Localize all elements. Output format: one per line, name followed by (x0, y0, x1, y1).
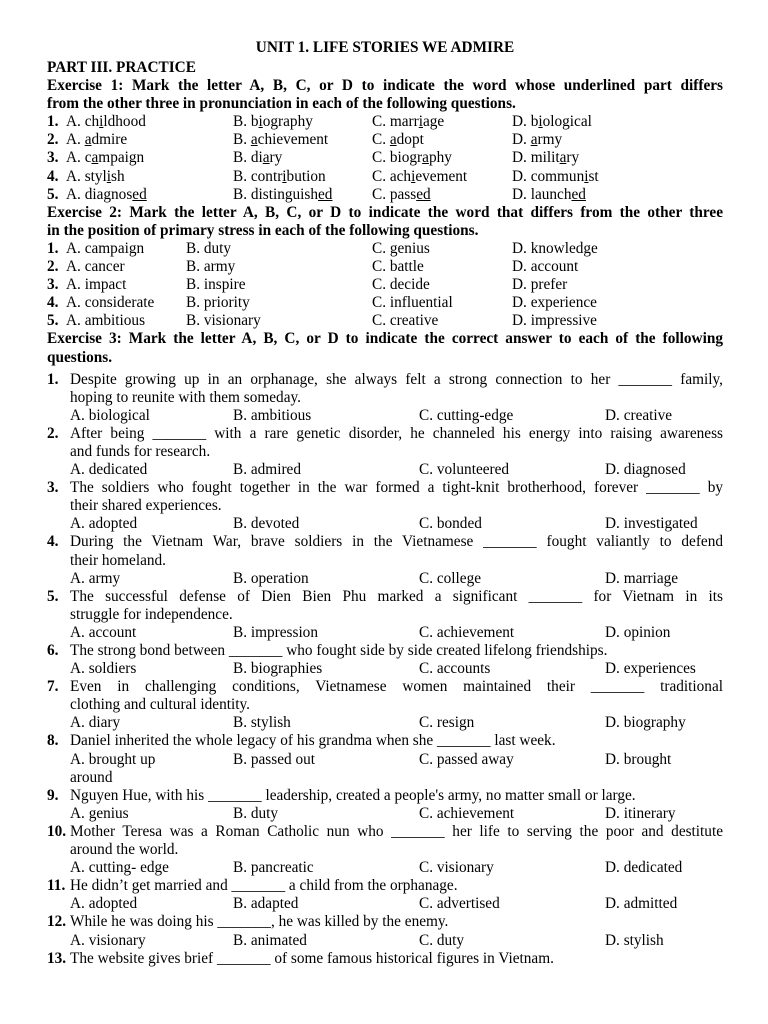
option-a: A. biological (70, 406, 150, 424)
question-row (47, 240, 723, 258)
question-text: clothing and cultural identity. (70, 696, 250, 714)
underlined-part: a (262, 149, 270, 167)
question-number: 11. (47, 877, 66, 895)
question-line (47, 606, 723, 624)
option-b: B. army (186, 258, 236, 276)
question-line (47, 552, 723, 570)
question-line (47, 425, 723, 443)
option-c: C. influential (372, 294, 453, 312)
option-d: D. knowledge (512, 239, 598, 257)
underlined-part: i (418, 113, 423, 131)
option-d: D. dedicated (605, 859, 683, 877)
option-d-wrap: around (70, 768, 113, 786)
option-b: B. priority (186, 294, 250, 312)
underlined-part: ed (132, 185, 147, 203)
option-c: C. genius (372, 239, 430, 257)
question-row (47, 258, 723, 276)
question-number: 10. (47, 822, 67, 840)
question-row (47, 168, 723, 186)
question-text: After being _______ with a rare genetic disorder, he channeled his energy into raising awareness (70, 424, 723, 442)
question-item (47, 950, 723, 968)
question-text: Nguyen Hue, with his _______ leadership, created a people's army, no matter small or large. (70, 786, 636, 804)
question-line (47, 642, 723, 660)
question-item (47, 732, 723, 786)
question-text: Daniel inherited the whole legacy of his grandma when she _______ last week. (70, 732, 556, 750)
question-line (47, 479, 723, 497)
answer-options (47, 895, 723, 913)
option-b: B. duty (233, 804, 279, 822)
question-number: 3. (47, 276, 59, 294)
option-d: D. diagnosed (605, 461, 686, 479)
exercise3-instruction-line1: Exercise 3: Mark the letter A, B, C, or D to indicate the correct answer to each of the following (47, 330, 723, 348)
option-c: C. achievement (372, 167, 468, 185)
question-row (47, 149, 723, 167)
underlined-part: ed (571, 185, 586, 203)
question-text: While he was doing his _______, he was killed by the enemy. (70, 913, 449, 931)
question-text: He didn’t get married and _______ a child from the orphanage. (70, 877, 458, 895)
exercise2-instruction-line1: Exercise 2: Mark the letter A, B, C, or D to indicate the word that differs from the other three (47, 203, 723, 221)
option-d: D. investigated (605, 515, 698, 533)
question-text: Mother Teresa was a Roman Catholic nun who _______ her life to serving the poor and destitute (70, 822, 723, 840)
option-a: A. diary (70, 714, 121, 732)
underlined-part: i (584, 167, 589, 185)
option-a: A. childhood (66, 113, 146, 131)
question-number: 1. (47, 239, 59, 257)
underlined-part: a (530, 131, 538, 149)
option-a: A. account (70, 623, 137, 641)
question-line (47, 823, 723, 841)
question-line (47, 787, 723, 805)
option-d: D. marriage (605, 569, 679, 587)
option-d: D. biological (512, 113, 592, 131)
question-item (47, 642, 723, 678)
question-number: 2. (47, 131, 59, 149)
question-line (47, 678, 723, 696)
option-b: B. admired (233, 461, 301, 479)
answer-options (47, 570, 723, 588)
part-heading: PART III. PRACTICE (47, 59, 196, 76)
question-text: their homeland. (70, 551, 167, 569)
option-b: B. inspire (186, 276, 246, 294)
option-c: C. biography (372, 149, 452, 167)
question-text: struggle for independence. (70, 605, 233, 623)
question-number: 2. (47, 258, 59, 276)
option-b: B. biography (233, 113, 313, 131)
question-line (47, 533, 723, 551)
underlined-part: a (559, 149, 567, 167)
question-number: 5. (47, 587, 59, 605)
underlined-part: i (411, 167, 416, 185)
answer-options (47, 515, 723, 533)
exercise3-instruction-line2: questions. (47, 348, 113, 366)
question-item (47, 823, 723, 877)
question-row (47, 113, 723, 131)
underlined-part: i (258, 113, 263, 131)
question-line (47, 371, 723, 389)
question-text: During the Vietnam War, brave soldiers in the Vietnamese _______ fought valiantly to defend (70, 533, 723, 551)
option-c: C. marriage (372, 113, 445, 131)
option-b: B. duty (186, 239, 232, 257)
option-d: D. admitted (605, 895, 678, 913)
option-a: A. impact (66, 276, 127, 294)
option-c: C. passed (372, 185, 431, 203)
exercise1-instruction-line2: from the other three in pronunciation in each of the following questions. (47, 95, 516, 113)
question-number: 1. (47, 113, 59, 131)
option-b: B. achievement (233, 131, 329, 149)
question-number: 2. (47, 424, 59, 442)
option-a: A. army (70, 569, 121, 587)
option-c: C. passed away (419, 750, 514, 768)
option-a: A. stylish (66, 167, 125, 185)
option-a: A. genius (70, 804, 129, 822)
question-number: 12. (47, 913, 67, 931)
question-text: Even in challenging conditions, Vietnamese women maintained their _______ traditional (70, 678, 723, 696)
option-d: D. experience (512, 294, 597, 312)
option-c: C. volunteered (419, 461, 510, 479)
exercise1-instruction-line1: Exercise 1: Mark the letter A, B, C, or D to indicate the word whose underlined part differs (47, 77, 723, 95)
question-text: and funds for research. (70, 442, 211, 460)
exercise2-list (47, 240, 723, 330)
option-b: B. visionary (186, 312, 261, 330)
option-d: D. creative (605, 406, 673, 424)
answer-options (47, 859, 723, 877)
answer-options (47, 660, 723, 678)
option-a: A. soldiers (70, 660, 137, 678)
answer-options (47, 407, 723, 425)
worksheet-page (47, 36, 723, 968)
question-number: 4. (47, 167, 59, 185)
question-row (47, 186, 723, 204)
option-d: D. prefer (512, 276, 568, 294)
question-item (47, 787, 723, 823)
option-d: D. impressive (512, 312, 597, 330)
option-a: A. adopted (70, 515, 138, 533)
answer-options (47, 932, 723, 950)
option-d: D. opinion (605, 623, 671, 641)
underlined-part: a (250, 131, 258, 149)
answer-options (47, 714, 723, 732)
underlined-part: a (389, 131, 397, 149)
underlined-part: i (538, 113, 543, 131)
option-c: C. accounts (419, 660, 491, 678)
option-b: B. distinguished (233, 185, 333, 203)
question-row (47, 131, 723, 149)
option-b: B. impression (233, 623, 318, 641)
page-title: UNIT 1. LIFE STORIES WE ADMIRE (255, 39, 515, 56)
underlined-part: i (106, 167, 112, 185)
question-text: The successful defense of Dien Bien Phu marked a significant _______ for Vietnam in its (70, 587, 723, 605)
option-b: B. pancreatic (233, 859, 314, 877)
question-number: 8. (47, 732, 59, 750)
question-text: around the world. (70, 841, 179, 859)
option-b: B. biographies (233, 660, 323, 678)
underlined-part: i (99, 113, 104, 131)
option-d-continued (47, 769, 723, 787)
option-b: B. diary (233, 149, 283, 167)
option-d: D. launched (512, 185, 586, 203)
option-c: C. visionary (419, 859, 494, 877)
question-item (47, 877, 723, 913)
question-number: 5. (47, 185, 59, 203)
option-c: C. achievement (419, 623, 515, 641)
underlined-part: a (84, 131, 92, 149)
option-d: D. brought (605, 750, 672, 768)
option-d: D. biography (605, 714, 686, 732)
option-c: C. achievement (419, 804, 515, 822)
option-b: B. animated (233, 931, 307, 949)
answer-options (47, 805, 723, 823)
option-c: C. bonded (419, 515, 482, 533)
underlined-part: ed (416, 185, 431, 203)
question-row (47, 276, 723, 294)
option-c: C. battle (372, 258, 424, 276)
question-number: 3. (47, 479, 59, 497)
option-c: C. cutting-edge (419, 406, 514, 424)
option-d: D. stylish (605, 931, 664, 949)
question-line (47, 588, 723, 606)
question-item (47, 533, 723, 587)
question-item (47, 425, 723, 479)
exercise1-list (47, 113, 723, 203)
question-number: 1. (47, 370, 59, 388)
question-line (47, 913, 723, 931)
option-a: A. adopted (70, 895, 138, 913)
option-c: C. duty (419, 931, 465, 949)
option-d: D. experiences (605, 660, 696, 678)
question-number: 5. (47, 312, 59, 330)
question-number: 13. (47, 949, 67, 967)
question-text: hoping to reunite with them someday. (70, 388, 301, 406)
option-a: A. campaign (66, 239, 145, 257)
exercise2-instruction-line2: in the position of primary stress in each of the following questions. (47, 221, 479, 239)
option-b: B. devoted (233, 515, 300, 533)
option-a: A. considerate (66, 294, 155, 312)
question-item (47, 913, 723, 949)
question-item (47, 371, 723, 425)
option-a: A. cancer (66, 258, 125, 276)
answer-options (47, 751, 723, 769)
option-b: B. operation (233, 569, 309, 587)
underlined-part: a (422, 149, 429, 167)
option-c: C. decide (372, 276, 430, 294)
option-d: D. communist (512, 167, 599, 185)
option-b: B. stylish (233, 714, 291, 732)
option-c: C. adopt (372, 131, 424, 149)
question-line (47, 732, 723, 750)
option-a: A. ambitious (66, 312, 146, 330)
question-row (47, 312, 723, 330)
question-row (47, 294, 723, 312)
question-line (47, 950, 723, 968)
option-a: A. cutting- edge (70, 859, 169, 877)
option-d: D. itinerary (605, 804, 676, 822)
option-a: A. admire (66, 131, 128, 149)
option-a: A. diagnosed (66, 185, 147, 203)
question-number: 9. (47, 786, 59, 804)
option-d: D. account (512, 258, 579, 276)
question-item (47, 479, 723, 533)
option-b: B. ambitious (233, 406, 312, 424)
underlined-part: ed (318, 185, 333, 203)
question-item (47, 678, 723, 732)
option-a: A. visionary (70, 931, 146, 949)
answer-options (47, 624, 723, 642)
answer-options (47, 461, 723, 479)
option-b: B. passed out (233, 750, 316, 768)
option-b: B. adapted (233, 895, 299, 913)
option-b: B. contribution (233, 167, 326, 185)
question-text: their shared experiences. (70, 497, 222, 515)
question-line (47, 389, 723, 407)
question-line (47, 696, 723, 714)
underlined-part: i (282, 167, 287, 185)
question-text: Despite growing up in an orphanage, she always felt a strong connection to her _______ family, (70, 370, 723, 388)
question-line (47, 841, 723, 859)
question-number: 4. (47, 294, 59, 312)
question-number: 3. (47, 149, 59, 167)
question-text: The strong bond between _______ who fought side by side created lifelong friendships. (70, 642, 608, 659)
question-line (47, 877, 723, 895)
option-c: C. resign (419, 714, 475, 732)
question-line (47, 497, 723, 515)
option-a: A. brought up (70, 750, 156, 768)
question-item (47, 588, 723, 642)
option-a: A. campaign (66, 149, 145, 167)
question-text: The soldiers who fought together in the war formed a tight-knit brotherhood, forever _______ by (70, 479, 723, 497)
question-line (47, 443, 723, 461)
question-text: The website gives brief _______ of some famous historical figures in Vietnam. (70, 949, 554, 967)
underlined-part: a (91, 149, 99, 167)
option-c: C. creative (372, 312, 439, 330)
question-number: 6. (47, 642, 59, 659)
option-c: C. college (419, 569, 482, 587)
option-d: D. military (512, 149, 580, 167)
question-number: 7. (47, 678, 59, 696)
exercise3-list (47, 371, 723, 968)
option-a: A. dedicated (70, 461, 148, 479)
option-d: D. army (512, 131, 563, 149)
option-c: C. advertised (419, 895, 500, 913)
question-number: 4. (47, 533, 59, 551)
